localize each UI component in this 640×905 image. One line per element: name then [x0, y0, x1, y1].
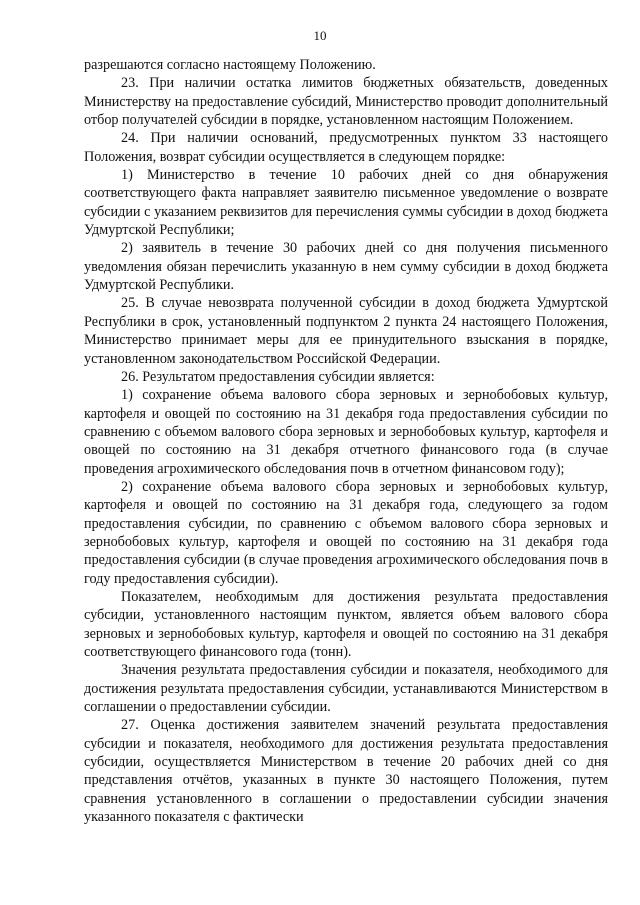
paragraph-23: 23. При наличии остатка лимитов бюджетных обязательств, доведенных Министерству на предоставление субсидий, Министерство проводит дополнительный отбор получателей субсидии в порядке, установленном настоящим Положением.	[84, 75, 608, 129]
paragraph-indicator: Показателем, необходимым для достижения результата предоставления субсидии, установленного настоящим пунктом, является объем валового сбора зерновых и зернобобовых культур, картофеля и овощей по состоянию на 31 декабря соответствующего финансового года (тонн).	[84, 588, 608, 660]
paragraph-27: 27. Оценка достижения заявителем значений результата предоставления субсидии и показателя, необходимого для достижения результата предоставления субсидии, осуществляется Министерством в течение 20 рабочих дней со дня представления отчётов, указанных в пункте 30 настоящего Положения, путем сравнения установленного в соглашении о предоставлении субсидии значения указанного показателя с фактически	[84, 717, 608, 826]
paragraph-24: 24. При наличии оснований, предусмотренных пунктом 33 настоящего Положения, возврат субсидии осуществляется в следующем порядке:	[84, 130, 608, 165]
page-number: 10	[313, 28, 327, 43]
paragraph-25: 25. В случае невозврата полученной субсидии в доход бюджета Удмуртской Республики в срок, установленный подпунктом 2 пункта 24 настоящего Положения, Министерство принимает меры для ее принудительного взыскания в порядке, установленном законодательством Российской Федерации.	[84, 295, 608, 367]
paragraph-26-subitem-2: 2) сохранение объема валового сбора зерновых и зернобобовых культур, картофеля и овощей по состоянию на 31 декабря года, следующего за годом предоставления субсидии, по сравнению с объемом валового сбора зерновых и зернобобовых культур, картофеля и овощей по состоянию на 31 декабря года предоставления субсидии (в случае проведения агрохимического обследования почв в году предоставления субсидии).	[84, 478, 608, 587]
paragraph-24-subitem-1: 1) Министерство в течение 10 рабочих дней со дня обнаружения соответствующего факта направляет заявителю письменное уведомление о возврате субсидии с указанием реквизитов для перечисления суммы субсидии в доход бюджета Удмуртской Республики;	[84, 167, 608, 239]
paragraph-24-subitem-2: 2) заявитель в течение 30 рабочих дней со дня получения письменного уведомления обязан перечислить указанную в нем сумму субсидии в доход бюджета Удмуртской Республики.	[84, 240, 608, 294]
paragraph-26-subitem-1: 1) сохранение объема валового сбора зерновых и зернобобовых культур, картофеля и овощей по состоянию на 31 декабря года предоставления субсидии по сравнению с объемом валового сбора зерновых и зернобобовых культур, картофеля и овощей по состоянию на 31 декабря отчетного финансового года (в случае проведения агрохимического обследования почв в отчетном финансовом году);	[84, 387, 608, 477]
document-body	[84, 56, 608, 826]
paragraph-26: 26. Результатом предоставления субсидии является:	[121, 368, 435, 385]
paragraph-values: Значения результата предоставления субсидии и показателя, необходимого для достижения результата предоставления субсидии, устанавливаются Министерством в соглашении о предоставлении субсидии.	[84, 662, 608, 716]
paragraph-continuation: разрешаются согласно настоящему Положению.	[84, 57, 376, 73]
